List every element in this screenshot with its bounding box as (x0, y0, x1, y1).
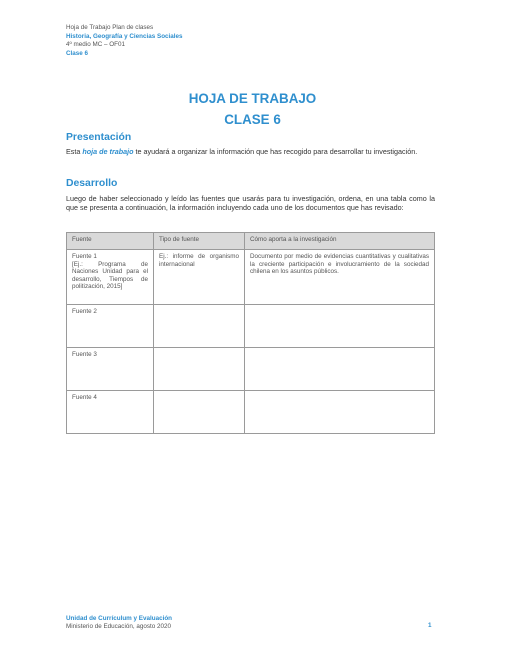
table-row (67, 305, 435, 348)
desarrollo-paragraph: Luego de haber seleccionado y leído las fuentes que usarás para tu investigación, ordena, en una tabla como la que se presenta a continuación, la información incluyendo cada uno de los documentos que has revisado: (66, 194, 435, 212)
page-subtitle: CLASE 6 (224, 112, 281, 127)
column-header-aporte: Cómo aporta a la investigación (245, 233, 435, 250)
column-header-fuente: Fuente (67, 233, 154, 250)
table-cell: Fuente 3 (67, 348, 154, 391)
header-subject: Historia, Geografía y Ciencias Sociales (66, 32, 183, 40)
table-cell: Fuente 4 (67, 391, 154, 434)
page-title: HOJA DE TRABAJO (188, 91, 317, 106)
table-cell[interactable] (154, 391, 245, 434)
footer-ministry: Ministerio de Educación, agosto 2020 (66, 623, 172, 630)
table-header-row (67, 233, 435, 250)
column-header-tipo: Tipo de fuente (154, 233, 245, 250)
document-header (66, 24, 183, 58)
fuente-1-label: Fuente 1 (72, 253, 97, 260)
page-number: 1 (428, 622, 432, 629)
section-heading-desarrollo: Desarrollo (66, 178, 118, 189)
table-row (67, 348, 435, 391)
section-heading-presentacion: Presentación (66, 132, 132, 143)
presentacion-emphasis: hoja de trabajo (82, 147, 134, 156)
table-row (67, 391, 435, 434)
table-row (67, 250, 435, 305)
header-course: 4º medio MC – OF01 (66, 41, 125, 49)
table-cell[interactable] (245, 305, 435, 348)
presentacion-text-end: te ayudará a organizar la información que has recogido para desarrollar tu investigación. (133, 147, 418, 156)
presentacion-paragraph (66, 148, 435, 157)
table-cell: Ej.: informe de organismo internacional (154, 250, 245, 305)
header-class: Clase 6 (66, 49, 89, 57)
footer-unit: Unidad de Currículum y Evaluación (66, 615, 173, 622)
table-cell (67, 250, 154, 305)
table-cell: Fuente 2 (67, 305, 154, 348)
header-doc-type: Hoja de Trabajo Plan de clases (66, 24, 154, 31)
table-cell[interactable] (154, 348, 245, 391)
table-cell: Documento por medio de evidencias cuantitativas y cualitativas la creciente participación e involucramiento de la sociedad chilena en los asuntos públicos. (245, 250, 435, 305)
table-cell[interactable] (154, 305, 245, 348)
fuente-1-example: [Ej.: Programa de Naciones Unidad para el desarrollo, Tiempos de politización, 2015] (72, 260, 148, 291)
document-footer (66, 615, 172, 631)
presentacion-text-start: Esta (66, 147, 83, 156)
table-cell[interactable] (245, 391, 435, 434)
sources-table (66, 232, 435, 434)
table-cell[interactable] (245, 348, 435, 391)
